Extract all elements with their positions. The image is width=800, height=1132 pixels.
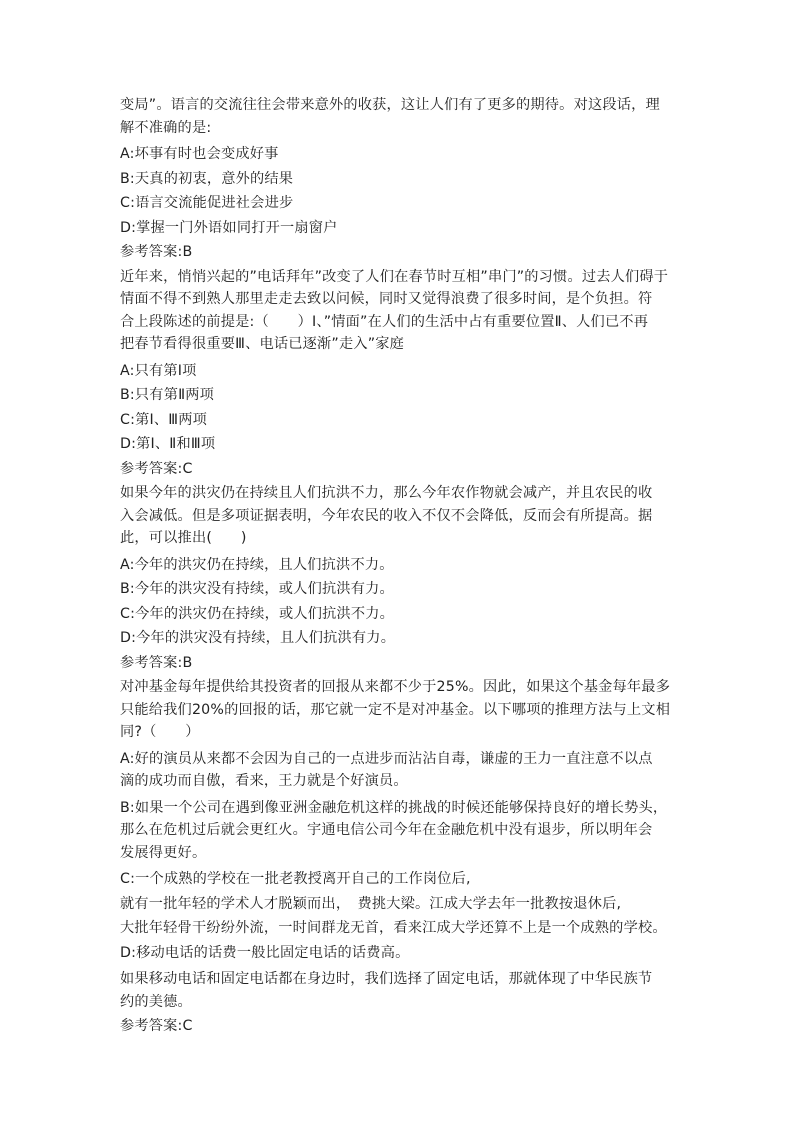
question-2-option-a: A:只有第Ⅰ项 [120, 362, 197, 379]
question-4-option-c-line: 就有一批年轻的学术人才脱颖而出， 费挑大梁。江成大学去年一批教按退休后, [120, 895, 622, 912]
question-4-option-d-line: 约的美德。 [120, 993, 192, 1010]
question-4-answer: 参考答案:C [120, 1018, 193, 1034]
question-3 [120, 482, 690, 674]
question-2 [120, 266, 690, 481]
question-4-option-a-line: A:好的演员从来都不会因为自己的一点进步而沾沾自毒，谦虚的王力一直注意不以点 [120, 750, 653, 767]
document-page [120, 94, 690, 1038]
question-4-stem-line: 只能给我们20%的回报的话，那它就一定不是对冲基金。以下哪项的推理方法与上文相 [120, 701, 671, 718]
question-3-stem-line: 入会减低。但是多项证据表明，今年农民的收入不仅不会降低，反而会有所提高。据 [120, 507, 653, 524]
question-3-option-b: B:今年的洪灾没有持续，或人们抗洪有力。 [120, 581, 394, 597]
question-1-answer: 参考答案:B [120, 244, 193, 260]
question-1-option-d: D:掌握一门外语如同打开一扇窗户 [120, 219, 338, 236]
question-4-option-b-line: B:如果一个公司在遇到像亚洲金融危机这样的挑战的时候还能够保持良好的增长势头， [120, 799, 668, 816]
question-1 [120, 94, 690, 264]
question-4-option-b-line: 那么在危机过后就会更红火。宇通电信公司今年在金融危机中没有退步，所以明年会 [120, 822, 653, 838]
question-2-option-c: C:第Ⅰ、Ⅲ两项 [120, 411, 208, 428]
question-1-option-a: A:坏事有时也会变成好事 [120, 146, 279, 162]
question-3-stem-line: 如果今年的洪灾仍在持续且人们抗洪不力，那么今年农作物就会减产，并且农民的收 [120, 485, 653, 501]
question-3-option-c: C:今年的洪灾仍在持续，或人们抗洪不力。 [120, 605, 395, 622]
question-1-option-c: C:语言交流能促进社会进步 [120, 195, 294, 211]
question-2-option-d: D:第Ⅰ、Ⅱ和Ⅲ项 [120, 436, 216, 452]
question-3-option-d: D:今年的洪灾没有持续，且人们抗洪有力。 [120, 630, 396, 646]
question-4-option-c-line: 大批年轻骨干纷纷外流，一时间群龙无首，看来江成大学还算不上是一个成熟的学校。 [120, 920, 667, 936]
question-4-option-a-line: 滴的成功而自傲，看来，王力就是个好演员。 [120, 773, 408, 789]
question-4-option-b-line: 发展得更好。 [120, 844, 207, 861]
question-2-answer: 参考答案:C [120, 460, 193, 477]
question-4-option-d-line: D:移动电话的话费一般比固定电话的话费高。 [120, 944, 410, 961]
question-4-option-c-line: C:一个成熟的学校在一批老教授离开自己的工作岗位后, [120, 871, 471, 887]
question-2-stem-line: 合上段陈述的前提是:（ ）Ⅰ、”情面”在人们的生活中占有重要位置Ⅱ、人们已不再 [120, 313, 649, 330]
question-4 [120, 676, 690, 1038]
question-4-stem-line: 对冲基金每年提供给其投资者的回报从来都不少于25%。因此，如果这个基金每年最多 [120, 679, 671, 695]
question-1-stem-line: 解不准确的是: [120, 119, 212, 136]
question-4-option-d-line: 如果移动电话和固定电话都在身边时，我们选择了固定电话，那就体现了中华民族节 [120, 971, 653, 987]
question-3-answer: 参考答案:B [120, 654, 193, 671]
question-1-option-b: B:天真的初衷，意外的结果 [120, 170, 294, 187]
question-2-stem-line: 把春节看得很重要Ⅲ、电话已逐渐”走入”家庭 [120, 336, 405, 352]
question-2-stem-line: 情面不得不到熟人那里走走去致以问候，同时又觉得浪费了很多时间，是个负担。符 [120, 291, 653, 307]
question-1-stem-line: 变局”。语言的交流往往会带来意外的收获，这让人们有了更多的期待。对这段话，理 [120, 97, 660, 113]
question-4-stem-line: 同?（ ） [120, 724, 200, 740]
question-3-stem-line: 此，可以推出( ) [120, 530, 247, 546]
question-2-option-b: B:只有第Ⅱ两项 [120, 387, 215, 403]
question-3-option-a: A:今年的洪灾仍在持续，且人们抗洪不力。 [120, 556, 394, 573]
question-2-stem-line: 近年来，悄悄兴起的”电话拜年”改变了人们在春节时互相”串门”的习惯。过去人们碍于 [120, 268, 669, 285]
